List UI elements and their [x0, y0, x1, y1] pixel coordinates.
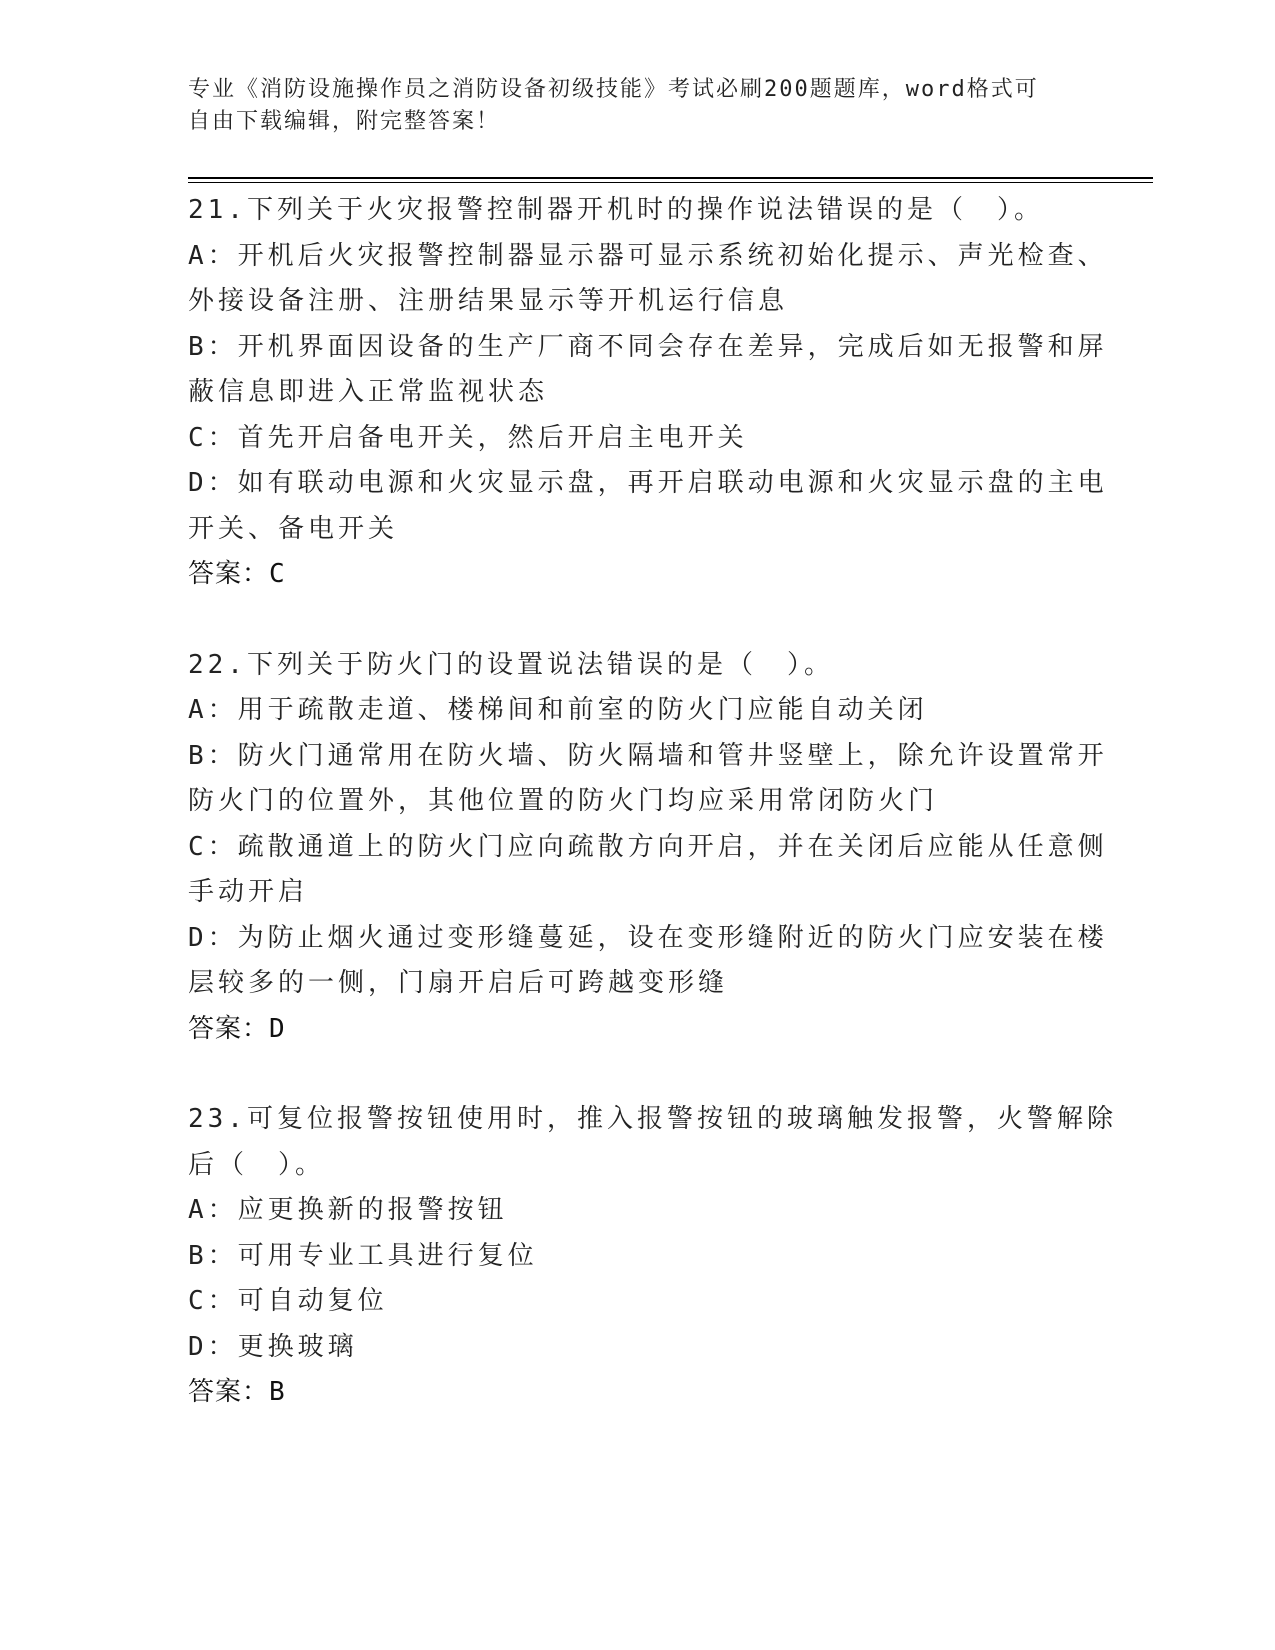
answer: 答案：D [188, 1013, 286, 1044]
question-22 [188, 643, 1108, 1053]
option-c: C：可自动复位 [188, 1286, 388, 1316]
option-d: D：更换玻璃 [188, 1331, 358, 1362]
option-b: B：开机界面因设备的生产厂商不同会存在差异，完成后如无报警和屏 [188, 331, 1108, 362]
document-header [188, 74, 1088, 138]
question-stem: 22.下列关于防火门的设置说法错误的是（ ）。 [188, 649, 834, 680]
question-23 [188, 1097, 1117, 1416]
header-divider [188, 177, 1153, 179]
question-21 [188, 188, 1108, 598]
question-spacer [188, 598, 1088, 643]
option-b: B：可用专业工具进行复位 [188, 1240, 538, 1271]
question-stem: 23.可复位报警按钮使用时，推入报警按钮的玻璃触发报警，火警解除 [188, 1104, 1117, 1134]
option-b: B：防火门通常用在防火墙、防火隔墙和管井竖壁上，除允许设置常开 [188, 740, 1108, 771]
option-c-continued: 手动开启 [188, 877, 309, 907]
header-line: 自由下载编辑，附完整答案！ [188, 109, 501, 134]
option-d-continued: 开关、备电开关 [188, 513, 399, 544]
option-c: C：疏散通道上的防火门应向疏散方向开启，并在关闭后应能从任意侧 [188, 831, 1108, 862]
question-list [188, 188, 1117, 1416]
header-divider-thin [188, 182, 1153, 183]
option-a: A：用于疏散走道、楼梯间和前室的防火门应能自动关闭 [188, 695, 928, 725]
option-c: C：首先开启备电开关，然后开启主电开关 [188, 422, 748, 453]
option-d-continued: 层较多的一侧，门扇开启后可跨越变形缝 [188, 968, 729, 998]
question-spacer [188, 1052, 1088, 1097]
option-d: D：如有联动电源和火灾显示盘，再开启联动电源和火灾显示盘的主电 [188, 468, 1108, 498]
question-stem-continued: 后（ ）。 [188, 1149, 326, 1180]
option-a: A：应更换新的报警按钮 [188, 1195, 508, 1225]
option-b-continued: 防火门的位置外，其他位置的防火门均应采用常闭防火门 [188, 786, 939, 816]
option-a: A：开机后火灾报警控制器显示器可显示系统初始化提示、声光检查、 [188, 240, 1108, 271]
option-d: D：为防止烟火通过变形缝蔓延，设在变形缝附近的防火门应安装在楼 [188, 922, 1108, 953]
option-b-continued: 蔽信息即进入正常监视状态 [188, 377, 549, 407]
question-stem: 21.下列关于火灾报警控制器开机时的操作说法错误的是（ ）。 [188, 195, 1044, 225]
answer: 答案：C [188, 559, 286, 589]
header-line: 专业《消防设施操作员之消防设备初级技能》考试必刷200题题库，word格式可 [188, 77, 1039, 102]
answer: 答案：B [188, 1377, 286, 1407]
option-a-continued: 外接设备注册、注册结果显示等开机运行信息 [188, 286, 789, 316]
